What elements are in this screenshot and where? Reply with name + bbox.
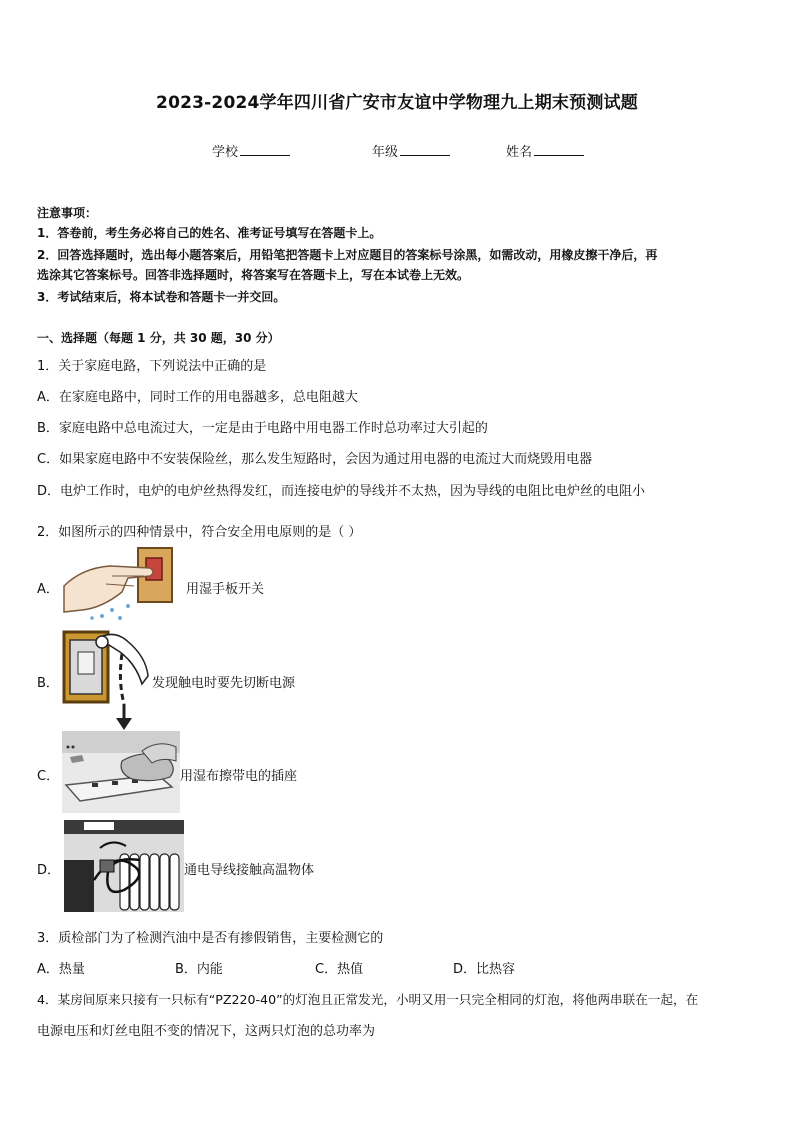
cut-power-image [62,630,152,730]
question-1-option-c: C．如果家庭电路中不安装保险丝，那么发生短路时，会因为通过用电器的电流过大而烧毁用电器 [37,452,593,467]
question-1-option-b: B．家庭电路中总电流过大，一定是由于电路中用电器工作时总功率过大引起的 [37,421,488,436]
question-1-option-d: D．电炉工作时，电炉的电炉丝热得发红，而连接电炉的导线并不太热，因为导线的电阻比电炉丝的电阻小 [37,484,646,499]
question-4-stem-line1: 4．某房间原来只接有一只标有“PZ220-40”的灯泡且正常发光，小明又用一只完全相同的灯泡，将他两串联在一起，在 [37,992,699,1007]
school-label: 学校 [212,145,239,160]
school-blank [240,143,290,156]
question-2-option-c-label: C． [37,769,60,784]
school-field [212,141,290,160]
wet-cloth-socket-image [62,731,180,813]
question-3-option-c: C．热值 [315,962,364,977]
grade-field [372,141,450,160]
question-3-option-d: D．比热容 [453,962,516,977]
grade-label: 年级 [372,145,399,160]
question-2-option-c-caption: 用湿布擦带电的插座 [180,769,298,784]
question-3-option-b: B．内能 [175,962,223,977]
question-2-stem: 2．如图所示的四种情景中，符合安全用电原则的是（ ） [37,525,362,540]
question-2-option-a-caption: 用湿手板开关 [186,582,265,597]
notice-item: 2．回答选择题时，选出每小题答案后，用铅笔把答题卡上对应题目的答案标号涂黑，如需改动，用橡皮擦干净后，再 [37,248,658,262]
grade-blank [400,143,450,156]
notice-heading: 注意事项： [37,206,98,220]
wet-hand-switch-image [62,546,174,622]
question-2-option-b-caption: 发现触电时要先切断电源 [152,676,296,691]
question-4-stem-line2: 电源电压和灯丝电阻不变的情况下，这两只灯泡的总功率为 [37,1024,376,1039]
question-2-option-d-label: D． [37,863,61,878]
section-heading: 一、选择题（每题 1 分，共 30 题，30 分） [37,331,280,345]
name-blank [534,143,584,156]
name-label: 姓名 [506,145,533,160]
question-1-option-a: A．在家庭电路中，同时工作的用电器越多，总电阻越大 [37,390,358,405]
question-2-option-b-label: B． [37,676,59,691]
name-field [506,141,584,160]
question-3-stem: 3．质检部门为了检测汽油中是否有掺假销售，主要检测它的 [37,931,384,946]
exam-title: 2023-2024学年四川省广安市友谊中学物理九上期末预测试题 [156,93,638,113]
question-2-option-d-caption: 通电导线接触高温物体 [184,863,315,878]
notice-item: 1．答卷前，考生务必将自己的姓名、准考证号填写在答题卡上。 [37,226,382,240]
wire-heater-image [64,820,184,912]
notice-item: 选涂其它答案标号。回答非选择题时，将答案写在答题卡上，写在本试卷上无效。 [37,268,470,282]
question-3-option-a: A．热量 [37,962,85,977]
notice-item: 3．考试结束后，将本试卷和答题卡一并交回。 [37,290,286,304]
question-2-option-a-label: A． [37,582,59,597]
question-1-stem: 1．关于家庭电路，下列说法中正确的是 [37,359,267,374]
